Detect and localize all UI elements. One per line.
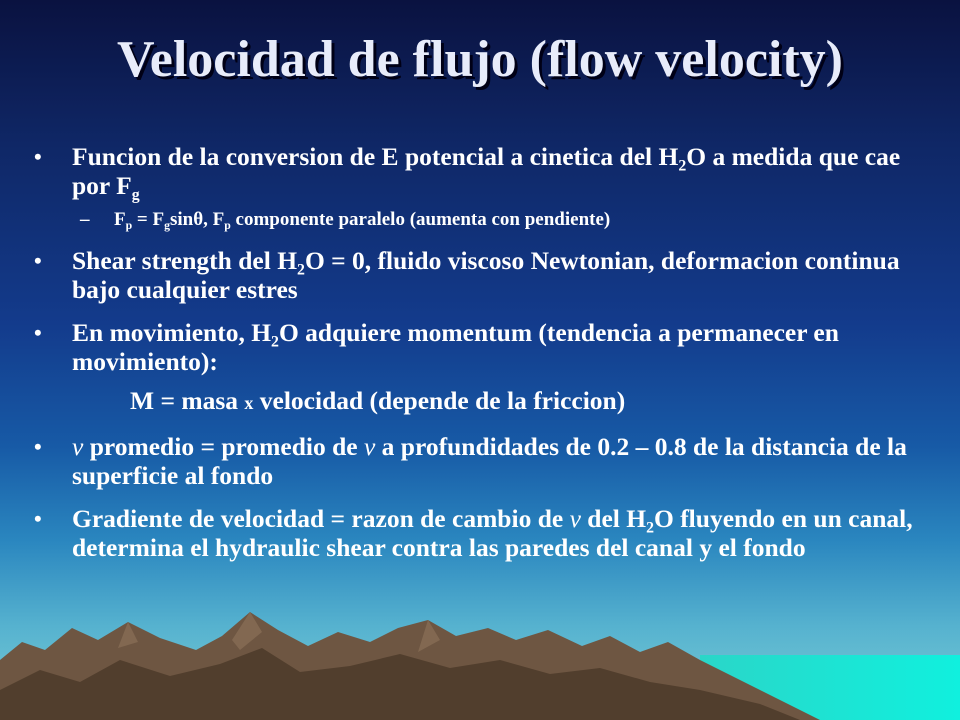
text-run: O fluyendo en un canal, determina el hydraulic shear contra las paredes del canal y el fondo	[72, 504, 913, 562]
text-run: velocidad (depende de la friccion)	[253, 386, 626, 415]
text-run: componente paralelo (aumenta con pendiente)	[230, 209, 611, 230]
bullet-marker: •	[34, 506, 42, 531]
bullet-marker: •	[34, 144, 42, 169]
bullet-text	[72, 504, 913, 562]
slide-title: Velocidad de flujo (flow velocity)	[117, 31, 843, 88]
bullet-item	[34, 432, 924, 490]
bullet-item	[34, 504, 924, 562]
text-run: Gradiente de velocidad = razon de cambio de	[72, 504, 570, 533]
text-run: Funcion de la conversion de E potencial a cinetica del H	[72, 142, 679, 171]
subscript: g	[131, 186, 140, 204]
bullet-text	[72, 142, 901, 204]
subscript: 2	[297, 261, 305, 279]
text-run: a profundidades de 0.2 – 0.8 de la distancia de la superficie al fondo	[72, 432, 907, 490]
subscript: 2	[678, 157, 687, 175]
slide-body	[34, 142, 924, 576]
bullet-marker: •	[34, 434, 42, 459]
bullet-marker: •	[34, 320, 42, 345]
velocity-symbol: v	[72, 432, 84, 461]
text-run: O = 0, fluido viscoso Newtonian, deformacion continua bajo cualquier estres	[72, 246, 900, 304]
velocity-symbol: v	[569, 504, 581, 533]
bullet-item	[34, 142, 924, 204]
text-run: O a medida que cae por F	[72, 142, 901, 200]
subscript: 2	[646, 519, 654, 537]
text-run: Shear strength del H	[72, 246, 298, 275]
text-run: promedio = promedio de	[83, 432, 364, 461]
sub-bullet-item	[34, 208, 924, 232]
text-run: sinθ, F	[169, 209, 225, 230]
text-run: del H	[580, 504, 647, 533]
text-run: F	[114, 209, 126, 230]
text-run: O adquiere momentum (tendencia a permanecer en movimiento):	[72, 318, 839, 376]
sub-bullet-text	[114, 209, 611, 233]
bullet-item	[34, 246, 924, 304]
times-symbol: x	[244, 393, 254, 413]
text-run: = F	[132, 209, 165, 230]
velocity-symbol: v	[363, 432, 376, 461]
dash-marker: –	[80, 209, 90, 230]
subscript: 2	[271, 333, 279, 351]
bullet-text	[72, 432, 907, 490]
bullet-text	[72, 246, 900, 304]
text-run: En movimiento, H	[72, 318, 272, 347]
bullet-marker: •	[34, 248, 42, 273]
text-run: M = masa	[130, 386, 245, 415]
subscript: p	[125, 219, 133, 233]
bullet-text	[72, 318, 839, 376]
momentum-equation	[34, 386, 924, 418]
subscript: g	[164, 219, 170, 233]
bullet-item	[34, 318, 924, 376]
subscript: p	[224, 219, 231, 233]
